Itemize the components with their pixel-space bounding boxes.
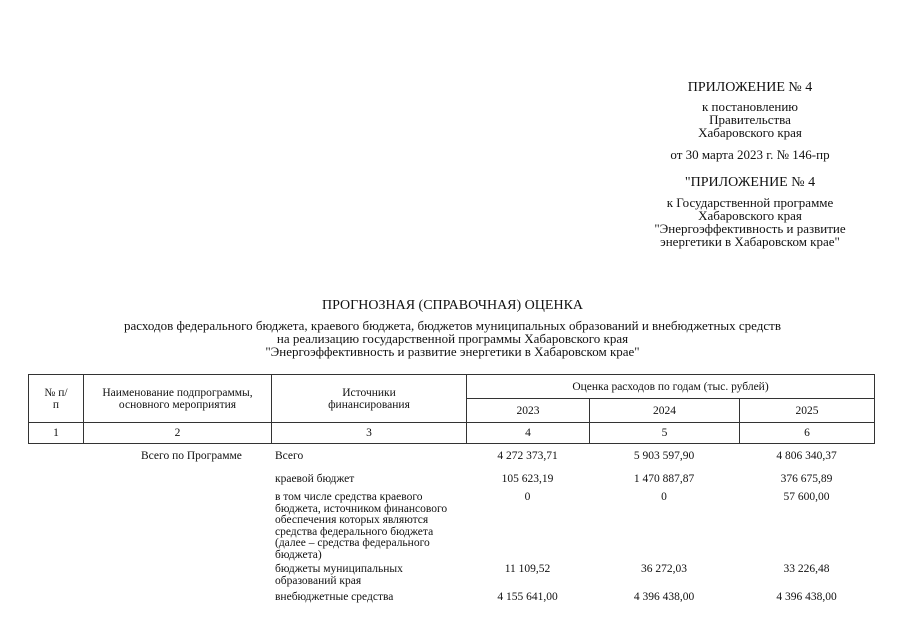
row-value-2024: 36 272,03 <box>641 563 687 575</box>
appendix-region: Хабаровского края <box>698 125 802 140</box>
document-subtitle <box>0 319 905 358</box>
table-row <box>28 592 874 610</box>
program-appendix-title: "ПРИЛОЖЕНИЕ № 4 <box>684 175 816 190</box>
row-value-2025: 4 396 438,00 <box>776 591 837 603</box>
table-row <box>28 492 874 564</box>
row-value-2024: 5 903 597,90 <box>633 450 695 462</box>
row-value-2023: 4 272 373,71 <box>497 450 558 462</box>
row-source: Всего <box>275 450 304 462</box>
row-value-2023: 0 <box>524 491 531 503</box>
program-name: Всего по Программе <box>141 450 242 462</box>
row-value-2025: 376 675,89 <box>780 473 833 485</box>
subtitle-line2: на реализацию государственной программы Хабаровского края <box>276 331 629 346</box>
row-value-2024: 0 <box>661 491 667 503</box>
row-source: краевой бюджет <box>275 473 355 485</box>
row-value-2025: 33 226,48 <box>783 563 830 575</box>
row-source: бюджеты муниципальных образований края <box>275 563 403 587</box>
col-number-1: 1 <box>29 423 84 444</box>
row-value-2025: 57 600,00 <box>783 491 830 503</box>
header-year-2023: 2023 <box>467 399 590 423</box>
col-number-5: 5 <box>590 423 740 444</box>
header-source: Источники финансирования <box>272 375 467 423</box>
row-value-2024: 1 470 887,87 <box>633 473 695 485</box>
estimate-table-body <box>28 451 874 610</box>
program-appendix-block <box>624 175 876 248</box>
row-value-2023: 11 109,52 <box>504 563 551 575</box>
header-no: № п/п <box>29 375 84 423</box>
table-row <box>28 564 874 592</box>
program-appendix-line3: "Энергоэффективность и развитие <box>654 221 846 236</box>
row-value-2023: 105 623,19 <box>501 473 554 485</box>
col-number-2: 2 <box>84 423 272 444</box>
table-row <box>28 474 874 492</box>
program-appendix-line1: к Государственной программе <box>666 195 834 210</box>
document-title: ПРОГНОЗНАЯ (СПРАВОЧНАЯ) ОЦЕНКА <box>321 298 584 313</box>
appendix-date-number: от 30 марта 2023 г. № 146-пр <box>670 147 830 162</box>
program-appendix-line4: энергетики в Хабаровском крае" <box>660 234 840 249</box>
appendix-government: Правительства <box>709 112 791 127</box>
header-estimate: Оценка расходов по годам (тыс. рублей) <box>467 375 875 399</box>
header-name: Наименование подпрограммы, основного мероприятия <box>84 375 272 423</box>
appendix-to-decree: к постановлению <box>701 99 799 114</box>
appendix-title: ПРИЛОЖЕНИЕ № 4 <box>687 80 813 95</box>
appendix-block <box>640 80 860 161</box>
row-value-2025: 4 806 340,37 <box>776 450 837 462</box>
row-value-2023: 4 155 641,00 <box>497 591 558 603</box>
estimate-table-header <box>28 374 875 444</box>
row-source: внебюджетные средства <box>275 591 394 603</box>
subtitle-line1: расходов федерального бюджета, краевого бюджета, бюджетов муниципальных образований и внебюджетных средств <box>124 318 781 333</box>
program-appendix-line2: Хабаровского края <box>698 208 802 223</box>
table-row <box>28 451 874 474</box>
col-number-3: 3 <box>272 423 467 444</box>
subtitle-line3: "Энергоэффективность и развитие энергетики в Хабаровском крае" <box>265 344 640 359</box>
col-number-6: 6 <box>740 423 875 444</box>
col-number-4: 4 <box>467 423 590 444</box>
row-source: в том числе средства краевого бюджета, источником финансового обеспечения которых являются средства федерального бюджета (далее – средства федерального бюджета) <box>275 491 448 561</box>
header-year-2024: 2024 <box>590 399 740 423</box>
row-value-2024: 4 396 438,00 <box>633 591 695 603</box>
header-year-2025: 2025 <box>740 399 875 423</box>
